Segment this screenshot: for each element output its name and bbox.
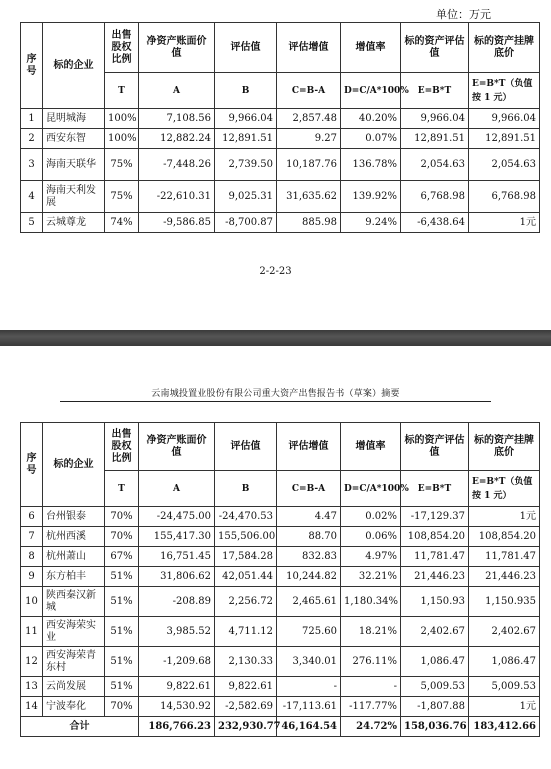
header-seq: 序号 xyxy=(21,423,43,507)
cell-eval: -24,470.53 xyxy=(215,507,277,527)
cell-seq: 10 xyxy=(21,587,43,617)
header-rate: 增值率 xyxy=(341,423,401,471)
header-book-value: 净资产账面价值 xyxy=(139,23,215,73)
cell-eval: -8,700.87 xyxy=(215,213,277,233)
cell-book: 3,985.52 xyxy=(139,617,215,647)
total-increase: 46,164.54 xyxy=(277,717,341,737)
cell-rate: 18.21% xyxy=(341,617,401,647)
cell-share: 70% xyxy=(105,507,139,527)
cell-share: 75% xyxy=(105,181,139,213)
cell-increase: 88.70 xyxy=(277,527,341,547)
formula-increase: C=B-A xyxy=(277,73,341,109)
formula-eval: B xyxy=(215,471,277,507)
cell-book: 16,751.45 xyxy=(139,547,215,567)
page-separator xyxy=(0,330,551,346)
header-book-value: 净资产账面价值 xyxy=(139,423,215,471)
cell-increase: 31,635.62 xyxy=(277,181,341,213)
cell-book: 12,882.24 xyxy=(139,129,215,149)
cell-listing: 1,086.47 xyxy=(469,647,540,677)
cell-eval: 4,711.12 xyxy=(215,617,277,647)
cell-company: 西安东智 xyxy=(43,129,105,149)
cell-share: 51% xyxy=(105,617,139,647)
cell-listing: 11,781.47 xyxy=(469,547,540,567)
cell-target-eval: 5,009.53 xyxy=(401,677,469,697)
cell-listing: 2,054.63 xyxy=(469,149,540,181)
running-header: 云南城投置业股份有限公司重大资产出售报告书（草案）摘要 xyxy=(151,389,400,399)
cell-company: 陕西秦汉新城 xyxy=(43,587,105,617)
cell-increase: 885.98 xyxy=(277,213,341,233)
header-seq: 序号 xyxy=(21,23,43,109)
total-row xyxy=(21,717,540,737)
table-row xyxy=(21,647,540,677)
table-row xyxy=(21,527,540,547)
cell-target-eval: 11,781.47 xyxy=(401,547,469,567)
valuation-table-part2 xyxy=(20,422,540,737)
cell-rate: 32.21% xyxy=(341,567,401,587)
header-eval: 评估值 xyxy=(215,423,277,471)
total-book: 186,766.23 xyxy=(139,717,215,737)
cell-rate: 0.07% xyxy=(341,129,401,149)
cell-seq: 7 xyxy=(21,527,43,547)
cell-company: 海南天利发展 xyxy=(43,181,105,213)
cell-target-eval: 108,854.20 xyxy=(401,527,469,547)
cell-listing: 5,009.53 xyxy=(469,677,540,697)
header-rule xyxy=(60,401,491,402)
cell-eval: 9,822.61 xyxy=(215,677,277,697)
cell-listing: 1元 xyxy=(469,213,540,233)
cell-share: 70% xyxy=(105,527,139,547)
cell-eval: 2,739.50 xyxy=(215,149,277,181)
cell-rate: 139.92% xyxy=(341,181,401,213)
header-target-eval: 标的资产评估值 xyxy=(401,23,469,73)
document-page-2 xyxy=(0,346,551,769)
cell-seq: 3 xyxy=(21,149,43,181)
cell-seq: 5 xyxy=(21,213,43,233)
cell-eval: -2,582.69 xyxy=(215,697,277,717)
formula-listing: E=B*T（负值按 1 元） xyxy=(469,73,540,109)
formula-share: T xyxy=(105,471,139,507)
table-row xyxy=(21,507,540,527)
cell-company: 昆明城海 xyxy=(43,109,105,129)
cell-rate: 0.06% xyxy=(341,527,401,547)
table-row xyxy=(21,129,540,149)
valuation-table-part1 xyxy=(20,22,540,233)
cell-seq: 12 xyxy=(21,647,43,677)
cell-rate: 4.97% xyxy=(341,547,401,567)
formula-increase: C=B-A xyxy=(277,471,341,507)
cell-listing: 9,966.04 xyxy=(469,109,540,129)
cell-increase: 832.83 xyxy=(277,547,341,567)
header-eval: 评估值 xyxy=(215,23,277,73)
cell-share: 67% xyxy=(105,547,139,567)
cell-share: 74% xyxy=(105,213,139,233)
header-company: 标的企业 xyxy=(43,423,105,507)
header-listing-price: 标的资产挂牌底价 xyxy=(469,423,540,471)
cell-book: -22,610.31 xyxy=(139,181,215,213)
cell-book: -1,209.68 xyxy=(139,647,215,677)
total-label: 合计 xyxy=(21,717,139,737)
formula-rate: D=C/A*100% xyxy=(341,471,401,507)
cell-company: 云城尊龙 xyxy=(43,213,105,233)
cell-book: 31,806.62 xyxy=(139,567,215,587)
cell-listing: 1元 xyxy=(469,697,540,717)
cell-rate: -117.77% xyxy=(341,697,401,717)
cell-seq: 2 xyxy=(21,129,43,149)
cell-target-eval: 9,966.04 xyxy=(401,109,469,129)
cell-listing: 108,854.20 xyxy=(469,527,540,547)
cell-target-eval: -17,129.37 xyxy=(401,507,469,527)
cell-rate: 0.02% xyxy=(341,507,401,527)
cell-target-eval: 21,446.23 xyxy=(401,567,469,587)
cell-rate: 40.20% xyxy=(341,109,401,129)
page-number: 2-2-23 xyxy=(259,266,292,277)
cell-share: 51% xyxy=(105,587,139,617)
cell-rate: 276.11% xyxy=(341,647,401,677)
formula-target-eval: E=B*T xyxy=(401,471,469,507)
header-increase: 评估增值 xyxy=(277,423,341,471)
table-row xyxy=(21,567,540,587)
formula-book: A xyxy=(139,73,215,109)
cell-rate: - xyxy=(341,677,401,697)
header-share: 出售股权比例 xyxy=(105,23,139,73)
cell-rate: 1,180.34% xyxy=(341,587,401,617)
cell-book: -208.89 xyxy=(139,587,215,617)
table-row xyxy=(21,697,540,717)
cell-company: 台州银泰 xyxy=(43,507,105,527)
table-row xyxy=(21,149,540,181)
total-target-eval: 158,036.76 xyxy=(401,717,469,737)
cell-target-eval: 6,768.98 xyxy=(401,181,469,213)
cell-book: 14,530.92 xyxy=(139,697,215,717)
cell-book: 155,417.30 xyxy=(139,527,215,547)
formula-target-eval: E=B*T xyxy=(401,73,469,109)
cell-increase: 9.27 xyxy=(277,129,341,149)
cell-seq: 13 xyxy=(21,677,43,697)
unit-label: 单位：万元 xyxy=(436,8,491,21)
cell-increase: 2,857.48 xyxy=(277,109,341,129)
cell-listing: 12,891.51 xyxy=(469,129,540,149)
cell-company: 云尚发展 xyxy=(43,677,105,697)
cell-target-eval: 2,054.63 xyxy=(401,149,469,181)
table-row xyxy=(21,109,540,129)
cell-increase: 10,244.82 xyxy=(277,567,341,587)
cell-target-eval: -1,807.88 xyxy=(401,697,469,717)
formula-eval: B xyxy=(215,73,277,109)
cell-company: 杭州西溪 xyxy=(43,527,105,547)
cell-target-eval: 1,086.47 xyxy=(401,647,469,677)
cell-increase: 10,187.76 xyxy=(277,149,341,181)
formula-listing: E=B*T（负值按 1 元） xyxy=(469,471,540,507)
cell-company: 东方柏丰 xyxy=(43,567,105,587)
cell-eval: 155,506.00 xyxy=(215,527,277,547)
cell-book: 9,822.61 xyxy=(139,677,215,697)
cell-seq: 8 xyxy=(21,547,43,567)
formula-rate: D=C/A*100% xyxy=(341,73,401,109)
cell-share: 100% xyxy=(105,129,139,149)
cell-increase: 4.47 xyxy=(277,507,341,527)
cell-eval: 2,256.72 xyxy=(215,587,277,617)
cell-seq: 9 xyxy=(21,567,43,587)
cell-book: -7,448.26 xyxy=(139,149,215,181)
cell-share: 51% xyxy=(105,677,139,697)
cell-company: 西安海荣青东村 xyxy=(43,647,105,677)
cell-share: 100% xyxy=(105,109,139,129)
cell-rate: 136.78% xyxy=(341,149,401,181)
cell-eval: 12,891.51 xyxy=(215,129,277,149)
cell-listing: 1,150.935 xyxy=(469,587,540,617)
document-page-1 xyxy=(0,0,551,330)
cell-listing: 21,446.23 xyxy=(469,567,540,587)
header-share: 出售股权比例 xyxy=(105,423,139,471)
cell-eval: 2,130.33 xyxy=(215,647,277,677)
table-row xyxy=(21,181,540,213)
table-row xyxy=(21,213,540,233)
cell-company: 海南天联华 xyxy=(43,149,105,181)
cell-increase: 725.60 xyxy=(277,617,341,647)
header-company: 标的企业 xyxy=(43,23,105,109)
cell-increase: 3,340.01 xyxy=(277,647,341,677)
cell-book: -9,586.85 xyxy=(139,213,215,233)
formula-share: T xyxy=(105,73,139,109)
table-row xyxy=(21,547,540,567)
cell-company: 杭州萧山 xyxy=(43,547,105,567)
cell-target-eval: -6,438.64 xyxy=(401,213,469,233)
cell-book: -24,475.00 xyxy=(139,507,215,527)
header-listing-price: 标的资产挂牌底价 xyxy=(469,23,540,73)
table-row xyxy=(21,617,540,647)
cell-eval: 42,051.44 xyxy=(215,567,277,587)
cell-seq: 11 xyxy=(21,617,43,647)
cell-target-eval: 12,891.51 xyxy=(401,129,469,149)
cell-company: 西安海荣实业 xyxy=(43,617,105,647)
header-rate: 增值率 xyxy=(341,23,401,73)
total-rate: 24.72% xyxy=(341,717,401,737)
cell-seq: 4 xyxy=(21,181,43,213)
cell-increase: 2,465.61 xyxy=(277,587,341,617)
total-listing: 183,412.66 xyxy=(469,717,540,737)
cell-eval: 9,025.31 xyxy=(215,181,277,213)
cell-eval: 17,584.28 xyxy=(215,547,277,567)
cell-seq: 1 xyxy=(21,109,43,129)
cell-share: 75% xyxy=(105,149,139,181)
cell-seq: 14 xyxy=(21,697,43,717)
cell-company: 宁波奉化 xyxy=(43,697,105,717)
cell-seq: 6 xyxy=(21,507,43,527)
cell-listing: 1元 xyxy=(469,507,540,527)
table-row xyxy=(21,587,540,617)
cell-increase: - xyxy=(277,677,341,697)
formula-book: A xyxy=(139,471,215,507)
cell-target-eval: 2,402.67 xyxy=(401,617,469,647)
header-target-eval: 标的资产评估值 xyxy=(401,423,469,471)
cell-share: 51% xyxy=(105,647,139,677)
cell-increase: -17,113.61 xyxy=(277,697,341,717)
cell-target-eval: 1,150.93 xyxy=(401,587,469,617)
cell-listing: 6,768.98 xyxy=(469,181,540,213)
header-increase: 评估增值 xyxy=(277,23,341,73)
table-row xyxy=(21,677,540,697)
cell-share: 70% xyxy=(105,697,139,717)
cell-share: 51% xyxy=(105,567,139,587)
cell-book: 7,108.56 xyxy=(139,109,215,129)
cell-rate: 9.24% xyxy=(341,213,401,233)
total-eval: 232,930.77 xyxy=(215,717,277,737)
cell-listing: 2,402.67 xyxy=(469,617,540,647)
cell-eval: 9,966.04 xyxy=(215,109,277,129)
